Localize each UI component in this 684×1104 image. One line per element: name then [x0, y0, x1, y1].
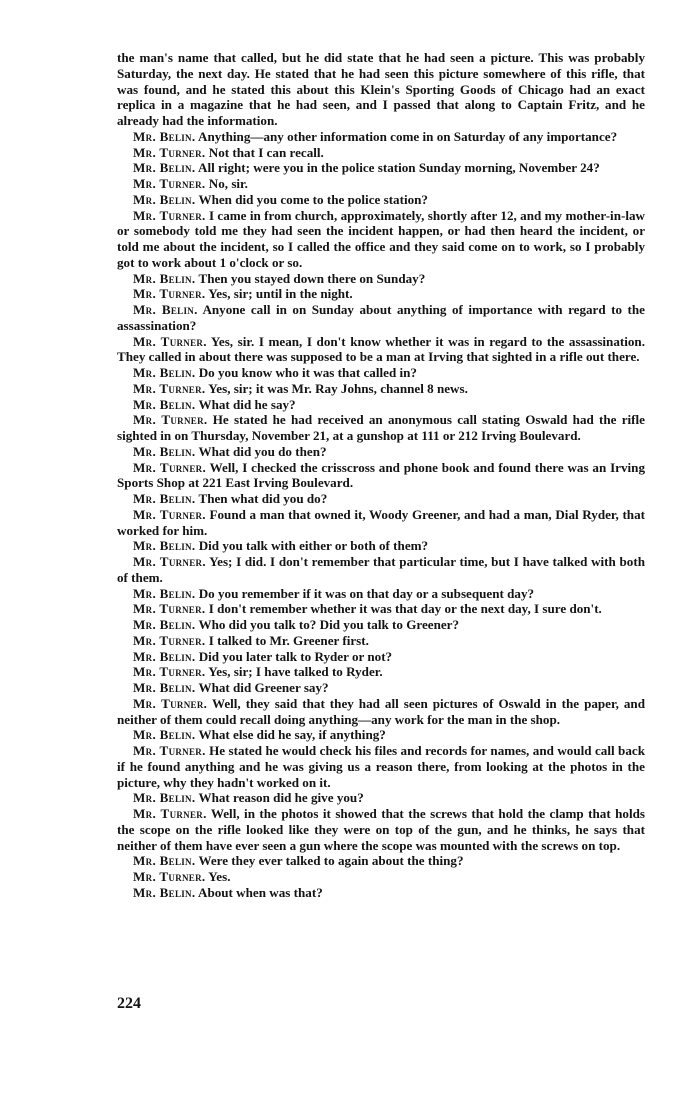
paragraph-text: No, sir.: [208, 176, 248, 191]
testimony-paragraph: [117, 176, 645, 192]
speaker-name: Mr. Turner.: [133, 459, 207, 475]
paragraph-text: Well, in the photos it showed that the screws that hold the clamp that holds the scope on the rifle looked like they were on top of the gun, and he thinks, he says that neither of them have ever seen a gun where the scope was mounted with the screws on top.: [117, 806, 645, 853]
testimony-paragraph: [117, 444, 645, 460]
paragraph-text: Did you talk with either or both of them?: [198, 538, 429, 554]
speaker-name: Mr. Belin.: [133, 191, 196, 207]
paragraph-text: Yes; I did. I don't remember that particular time, but I have talked with both of them.: [117, 554, 645, 585]
speaker-name: Mr. Turner.: [133, 869, 206, 884]
paragraph-text: I talked to Mr. Greener first.: [208, 632, 369, 648]
paragraph-text: About when was that?: [197, 884, 323, 900]
testimony-paragraph: [117, 696, 645, 728]
testimony-paragraph: [117, 271, 645, 287]
testimony-paragraph: [117, 381, 645, 397]
paragraph-text: Yes, sir; I have talked to Ryder.: [208, 664, 383, 680]
testimony-paragraph: [117, 397, 645, 413]
paragraph-text: Were they ever talked to again about the thing?: [198, 853, 464, 869]
speaker-name: Mr. Turner.: [133, 664, 206, 680]
testimony-paragraph: [117, 727, 645, 743]
testimony-paragraph: [117, 160, 645, 176]
speaker-name: Mr. Turner.: [133, 743, 206, 758]
paragraph-text: Yes, sir; until in the night.: [208, 286, 353, 302]
paragraph-text: He stated he would check his files and records for names, and would call back if he found anything and he was giving us a reason there, from looking at the photos in the picture, why they hadn't worked on it.: [117, 743, 645, 790]
paragraph-text: I don't remember whether it was that day or the next day, I sure don't.: [208, 601, 602, 617]
testimony-paragraph: [117, 885, 645, 901]
paragraph-text: What else did he say, if anything?: [198, 727, 386, 743]
continued-paragraph: [117, 50, 645, 129]
testimony-paragraph: [117, 302, 645, 334]
testimony-paragraph: [117, 208, 645, 271]
speaker-name: Mr. Belin.: [133, 160, 196, 176]
paragraph-text: What did you do then?: [198, 443, 327, 459]
page-number: 224: [117, 995, 141, 1012]
speaker-name: Mr. Belin.: [133, 270, 196, 286]
speaker-name: Mr. Belin.: [133, 585, 196, 601]
paragraph-text: Well, I checked the crisscross and phone book and found there was an Irving Sports Shop at 221 East Irving Boulevard.: [117, 459, 645, 491]
paragraph-text: What reason did he give you?: [198, 790, 364, 806]
paragraph-text: Yes, sir; it was Mr. Ray Johns, channel 8 news.: [208, 380, 468, 396]
paragraph-text: Not that I can recall.: [208, 144, 324, 160]
paragraph-text: Yes.: [208, 869, 231, 884]
speaker-name: Mr. Belin.: [133, 491, 196, 506]
testimony-paragraph: [117, 491, 645, 507]
testimony-paragraph: [117, 601, 645, 617]
testimony-paragraph: [117, 743, 645, 790]
testimony-paragraph: [117, 869, 645, 885]
testimony-paragraph: [117, 680, 645, 696]
paragraph-text: Do you know who it was that called in?: [198, 365, 417, 380]
testimony-paragraph: [117, 649, 645, 665]
speaker-name: Mr. Belin.: [133, 680, 196, 695]
testimony-paragraph: [117, 617, 645, 633]
speaker-name: Mr. Turner.: [133, 632, 206, 648]
paragraph-text: Found a man that owned it, Woody Greener, and had a man, Dial Ryder, that worked for him.: [117, 506, 645, 538]
speaker-name: Mr. Belin.: [133, 396, 196, 412]
speaker-name: Mr. Belin.: [133, 365, 196, 380]
speaker-name: Mr. Belin.: [133, 727, 196, 743]
speaker-name: Mr. Turner.: [133, 144, 206, 160]
paragraph-text: Well, they said that they had all seen pictures of Oswald in the paper, and neither of them could recall doing anything—any work for the man in the shop.: [117, 695, 645, 727]
speaker-name: Mr. Belin.: [133, 648, 196, 664]
paragraph-text: Do you remember if it was on that day or a subsequent day?: [198, 585, 535, 601]
testimony-paragraph: [117, 145, 645, 161]
paragraph-text: Then what did you do?: [198, 491, 328, 506]
testimony-paragraph: [117, 192, 645, 208]
speaker-name: Mr. Belin.: [133, 538, 196, 554]
speaker-name: Mr. Belin.: [133, 853, 196, 869]
testimony-paragraph: [117, 664, 645, 680]
testimony-paragraph: [117, 507, 645, 539]
paragraph-text: He stated he had received an anonymous call stating Oswald had the rifle sighted in on Thursday, November 21, at a gunshop at 111 or 212 Irving Boulevard.: [117, 412, 645, 443]
paragraph-text: the man's name that called, but he did state that he had seen a picture. This was probably Saturday, the next day. He stated that he had seen this picture somewhere of this rifle, that was found, and he stated this about this Klein's Sporting Goods of Chicago had an exact replica in a magazine that he had seen, and I passed that along to Captain Fritz, and he already had the information.: [117, 50, 645, 128]
paragraph-text: Anything—any other information come in on Saturday of any importance?: [197, 128, 618, 144]
paragraph-text: All right; were you in the police station Sunday morning, November 24?: [197, 160, 600, 176]
speaker-name: Mr. Turner.: [133, 176, 206, 191]
speaker-name: Mr. Turner.: [133, 806, 207, 821]
testimony-paragraph: [117, 286, 645, 302]
speaker-name: Mr. Belin.: [133, 884, 196, 900]
paragraph-text: What did he say?: [198, 396, 296, 412]
speaker-name: Mr. Belin.: [133, 302, 198, 317]
paragraph-text: Anyone call in on Sunday about anything of importance with regard to the assassination?: [117, 302, 645, 333]
testimony-paragraph: [117, 412, 645, 444]
paragraph-text: Yes, sir. I mean, I don't know whether it was in regard to the assassination. They called in about there was supposed to be a man at Irving that sighted in a rifle out there.: [117, 333, 645, 365]
speaker-name: Mr. Turner.: [133, 207, 206, 223]
speaker-name: Mr. Turner.: [133, 554, 206, 569]
testimony-paragraph: [117, 633, 645, 649]
paragraph-text: Did you later talk to Ryder or not?: [198, 648, 393, 664]
paragraph-text: When did you come to the police station?: [198, 191, 428, 207]
speaker-name: Mr. Turner.: [133, 412, 208, 428]
testimony-paragraph: [117, 129, 645, 145]
speaker-name: Mr. Turner.: [133, 506, 206, 522]
speaker-name: Mr. Turner.: [133, 333, 207, 349]
testimony-paragraph: [117, 460, 645, 492]
paragraph-text: Who did you talk to? Did you talk to Greener?: [198, 617, 460, 632]
speaker-name: Mr. Belin.: [133, 443, 196, 459]
testimony-paragraph: [117, 790, 645, 806]
testimony-paragraph: [117, 538, 645, 554]
speaker-name: Mr. Belin.: [133, 128, 196, 144]
testimony-paragraph: [117, 586, 645, 602]
testimony-paragraph: [117, 554, 645, 586]
testimony-paragraph: [117, 806, 645, 853]
speaker-name: Mr. Belin.: [133, 790, 196, 806]
testimony-paragraph: [117, 853, 645, 869]
paragraph-text: What did Greener say?: [198, 680, 329, 695]
paragraph-text: Then you stayed down there on Sunday?: [198, 270, 426, 286]
testimony-paragraph: [117, 365, 645, 381]
speaker-name: Mr. Turner.: [133, 695, 208, 711]
speaker-name: Mr. Turner.: [133, 601, 206, 617]
paragraph-text: I came in from church, approximately, shortly after 12, and my mother-in-law or somebody told me they had seen the incident happen, or had then heard the incident, or told me about the incident, so I called the office and they said come on to work, so I probably got to work about 1 o'clock or so.: [117, 207, 645, 270]
testimony-paragraph: [117, 334, 645, 366]
speaker-name: Mr. Turner.: [133, 286, 206, 302]
speaker-name: Mr. Belin.: [133, 617, 196, 632]
speaker-name: Mr. Turner.: [133, 380, 206, 396]
transcript-body: [117, 50, 645, 901]
